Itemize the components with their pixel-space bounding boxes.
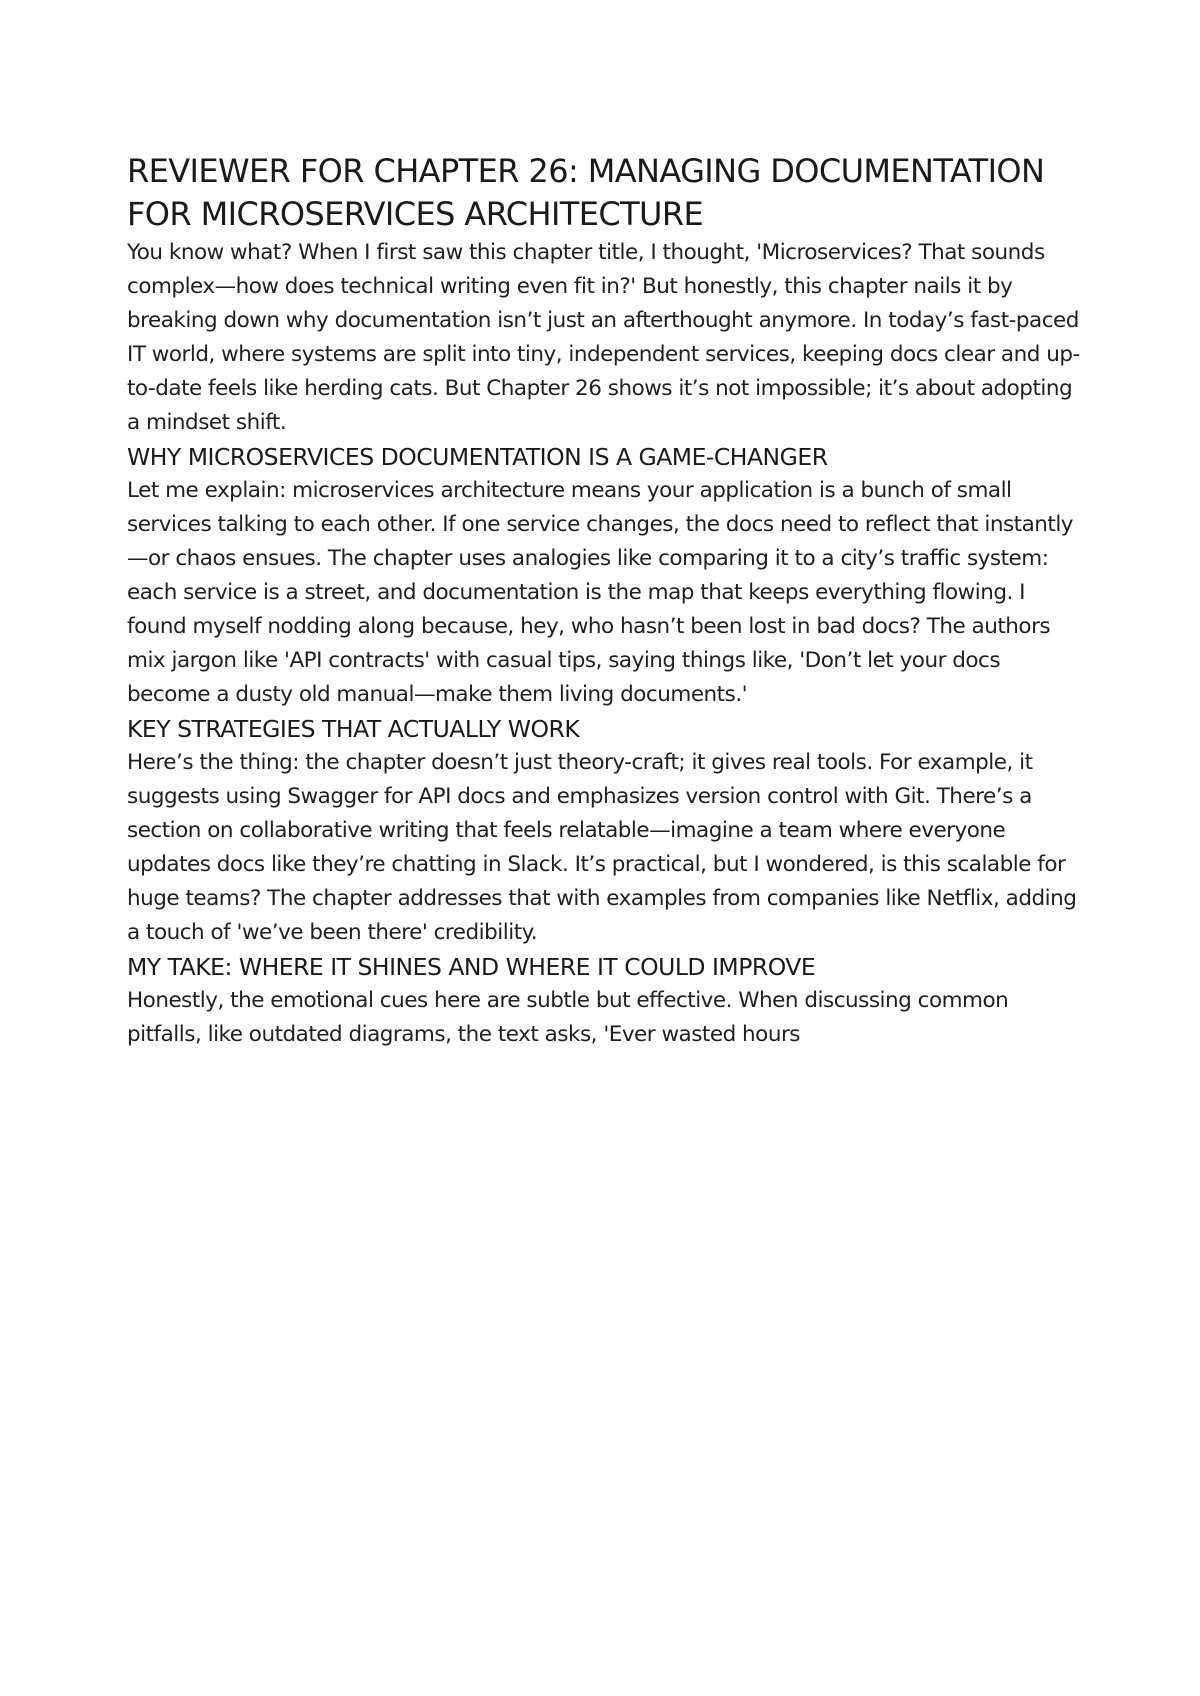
section-body-game-changer: Let me explain: microservices architecture means your application is a bunch of small services talking to each other. If one service changes, the docs need to reflect that instantly—or chaos ensues. The chapter uses analogies like comparing it to a city’s traffic system: each service is a street, and documentation is the map that keeps everything flowing. I found myself nodding along because, hey, who hasn’t been lost in bad docs? The authors mix jargon like 'API contracts' with casual tips, saying things like, 'Don’t let your docs become a dusty old manual—make them living documents.' (127, 478, 1074, 707)
section-body-my-take: Honestly, the emotional cues here are subtle but effective. When discussing common pitfalls, like outdated diagrams, the text asks, 'Ever wasted hours (127, 988, 1009, 1047)
intro-paragraph: You know what? When I first saw this chapter title, I thought, 'Microservices? That sounds complex—how does technical writing even fit in?' But honestly, this chapter nails it by breaking down why documentation isn’t just an afterthought anymore. In today’s fast-paced IT world, where systems are split into tiny, independent services, keeping docs clear and up-to-date feels like herding cats. But Chapter 26 shows it’s not impossible; it’s about adopting a mindset shift. (127, 240, 1080, 435)
document-title: REVIEWER FOR CHAPTER 26: MANAGING DOCUMENTATION FOR MICROSERVICES ARCHITECTURE (127, 152, 1045, 233)
document-page (127, 150, 1087, 1052)
section-body-key-strategies: Here’s the thing: the chapter doesn’t just theory-craft; it gives real tools. For example, it suggests using Swagger for API docs and emphasizes version control with Git. There’s a section on collaborative writing that feels relatable—imagine a team where everyone updates docs like they’re chatting in Slack. It’s practical, but I wondered, is this scalable for huge teams? The chapter addresses that with examples from companies like Netflix, adding a touch of 'we’ve been there' credibility. (127, 750, 1077, 945)
section-heading-game-changer: WHY MICROSERVICES DOCUMENTATION IS A GAME-CHANGER (127, 443, 828, 471)
section-heading-my-take: MY TAKE: WHERE IT SHINES AND WHERE IT COULD IMPROVE (127, 953, 816, 981)
section-heading-key-strategies: KEY STRATEGIES THAT ACTUALLY WORK (127, 715, 580, 743)
